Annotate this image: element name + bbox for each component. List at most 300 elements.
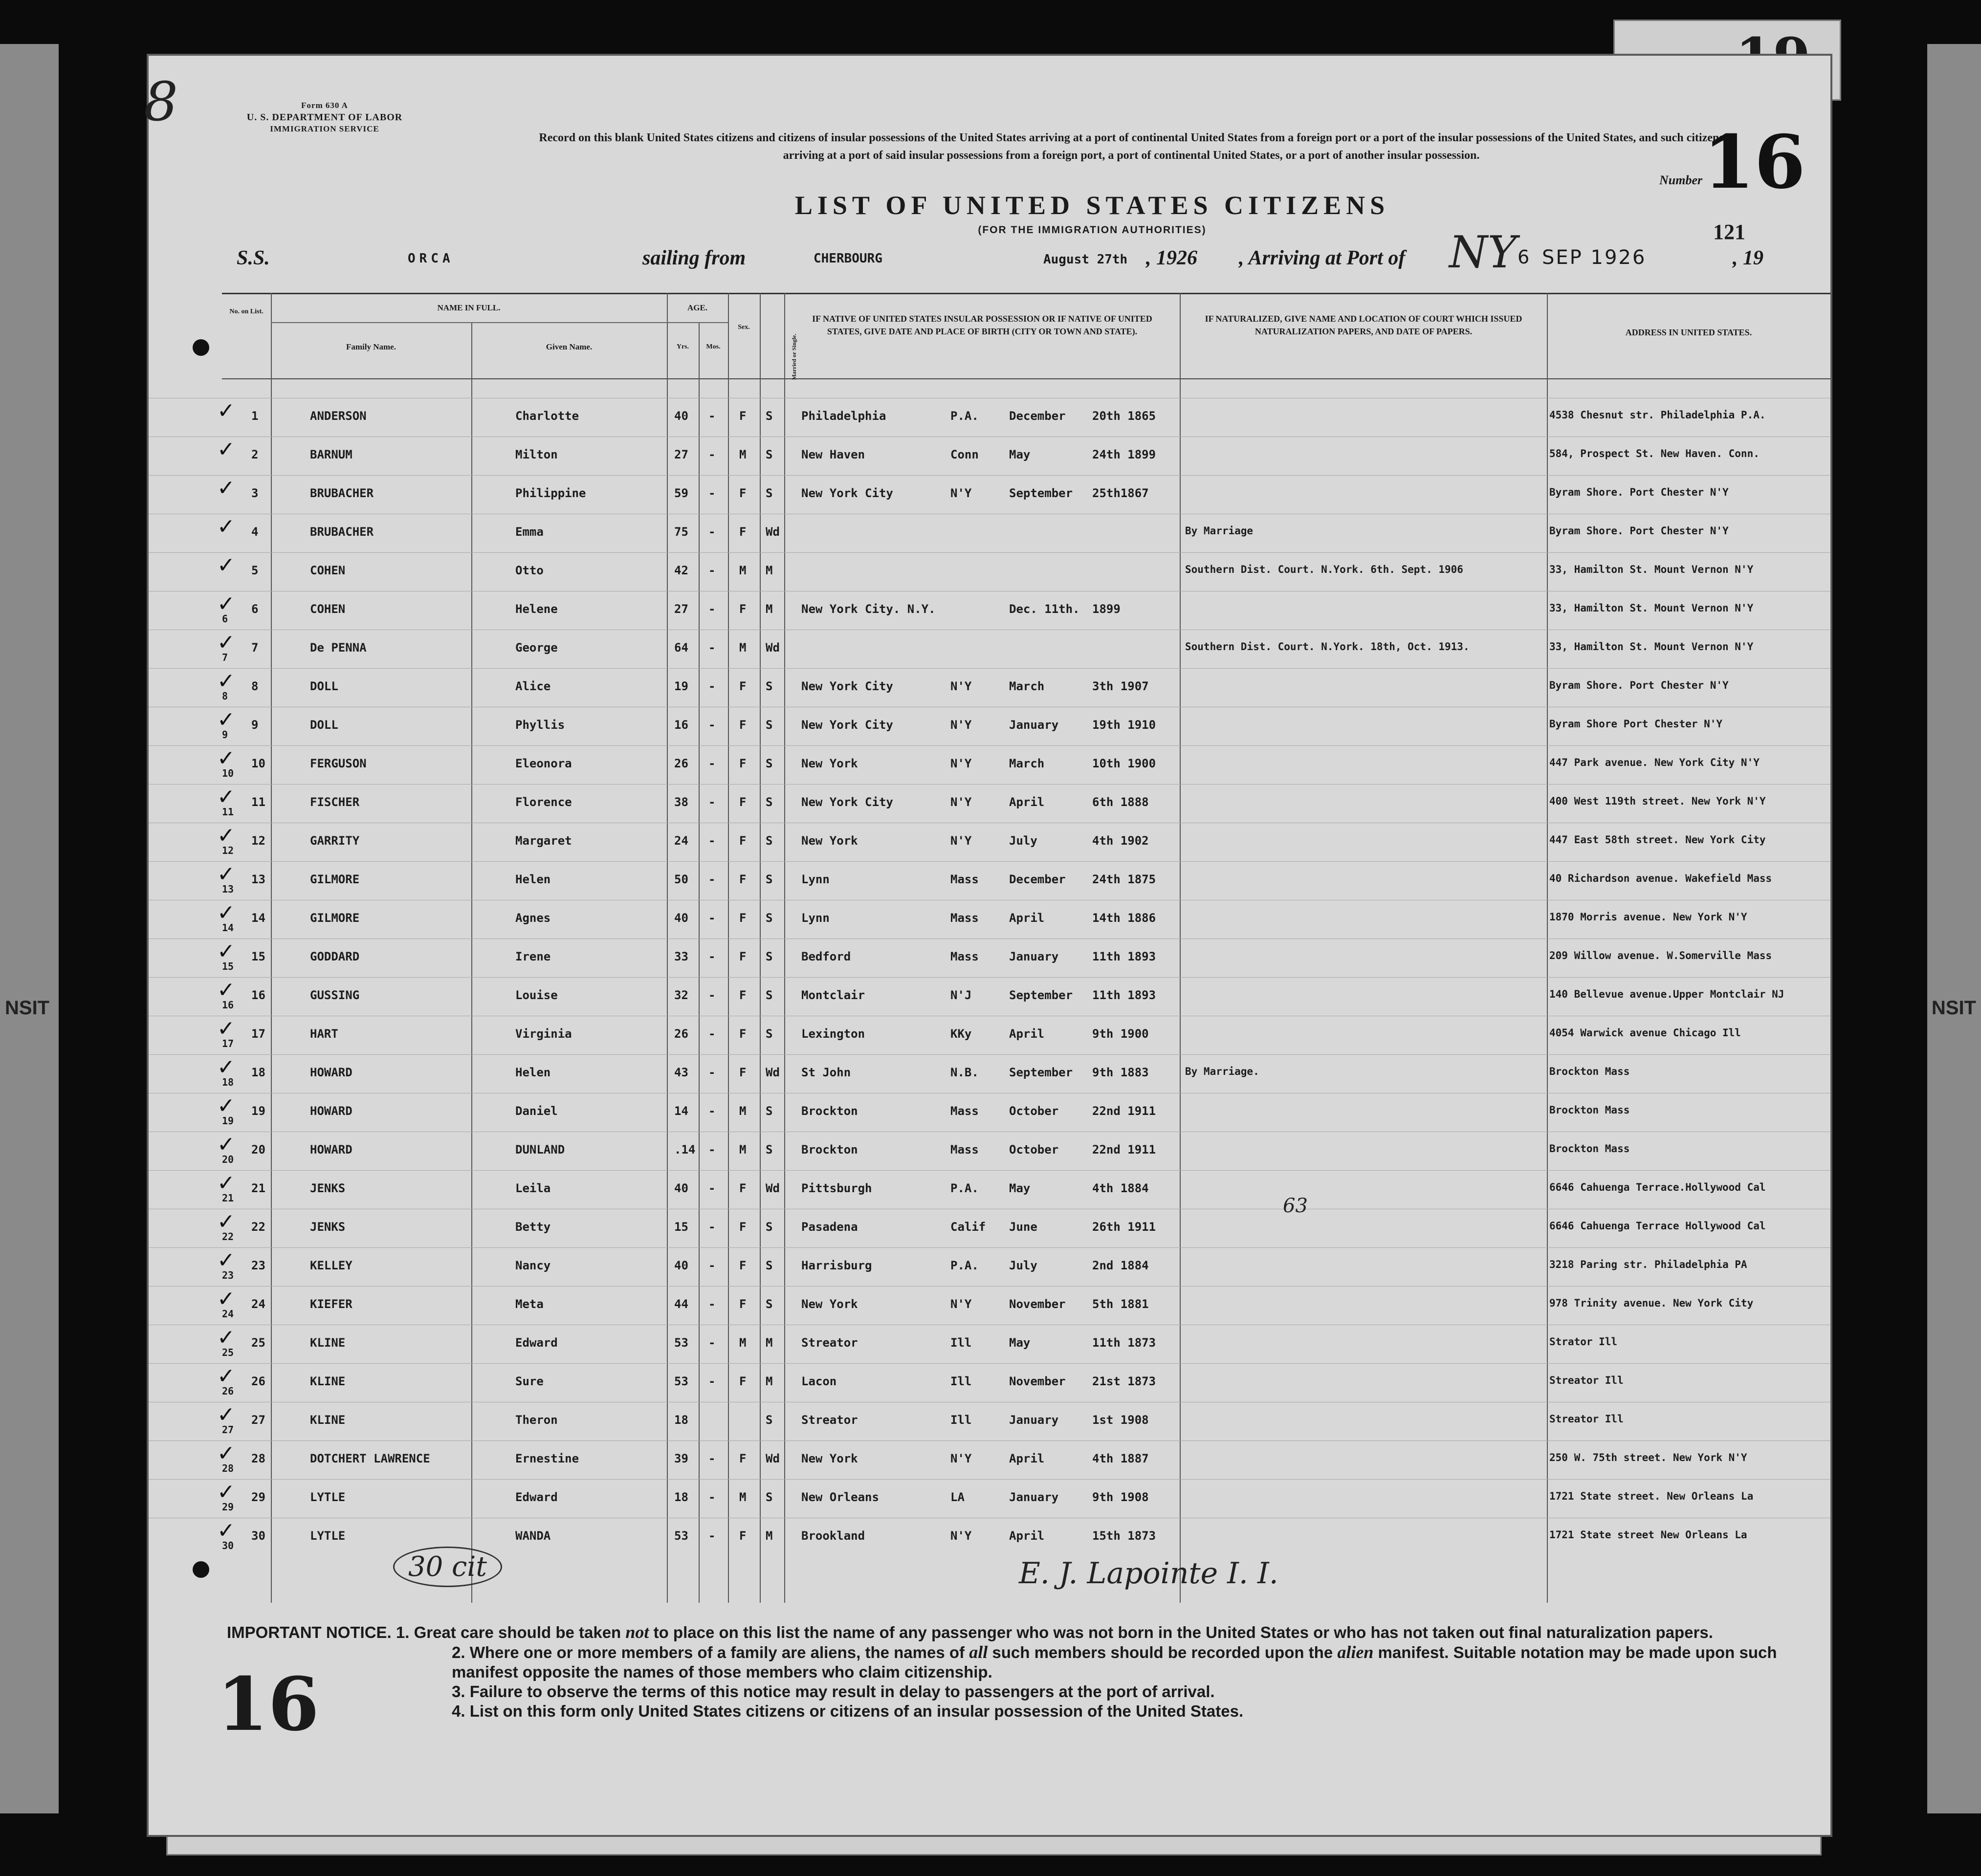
birth-month: July [1009,834,1037,848]
family-name: COHEN [310,602,346,616]
marital-status: Wd [766,1452,780,1465]
family-name: LYTLE [310,1490,346,1504]
checkmark-icon: ✓ [217,1016,235,1041]
address: 447 Park avenue. New York City N'Y [1549,757,1760,768]
port-to: NY [1449,227,1517,278]
col-married: Married or Single. [791,333,797,380]
col-given: Given Name. [546,342,593,351]
birth-month: October [1009,1104,1059,1118]
checkmark-icon: ✓ [217,630,235,655]
age-months: - [708,1297,716,1311]
address: 447 East 58th street. New York City [1549,834,1766,846]
birth-month: March [1009,757,1045,770]
address: 584, Prospect St. New Haven. Conn. [1549,448,1760,459]
birth-month: September [1009,1066,1073,1079]
given-name: Charlotte [515,409,579,423]
table-body [149,398,1830,1591]
sex: M [739,564,747,577]
address: Streator Ill [1549,1374,1624,1386]
family-name: LYTLE [310,1529,346,1543]
number-label: Number [1659,173,1703,187]
address: Brockton Mass [1549,1143,1630,1155]
age-months: - [708,757,716,770]
side-line-number: 16 [222,999,234,1011]
port-from: CHERBOURG [814,251,882,266]
table-row [149,514,1830,553]
birth-day-year: 24th 1899 [1092,448,1156,461]
age-years: 27 [674,448,688,461]
age-years: 32 [674,988,688,1002]
table-row [149,938,1830,978]
age-years: 42 [674,564,688,577]
marital-status: S [766,1490,773,1504]
side-line-number: 8 [222,690,228,702]
table-row [149,1440,1830,1480]
family-name: KLINE [310,1413,346,1427]
family-name: COHEN [310,564,346,577]
birth-place: Brockton [801,1104,858,1118]
row-number: 10 [251,757,265,770]
birth-state: P.A. [950,1181,979,1195]
col-birth: IF NATIVE OF UNITED STATES INSULAR POSSESSION OR IF NATIVE OF UNITED STATES, GIVE DATE AND PLACE OF BIRTH (CITY OR TOWN AND STATE). [812,314,1152,336]
row-number: 18 [251,1066,265,1079]
given-name: Phyllis [515,718,565,732]
given-name: Meta [515,1297,544,1311]
table-row [149,1402,1830,1441]
row-number: 3 [251,486,259,500]
corner-mark: 8 [144,70,178,133]
birth-place: Brookland [801,1529,865,1543]
age-months: - [708,1143,716,1156]
age-years: 40 [674,1181,688,1195]
side-line-number: 11 [222,806,234,818]
address: 400 West 119th street. New York N'Y [1549,795,1766,807]
age-months: - [708,1452,716,1465]
checkmark-icon: ✓ [217,862,235,887]
birth-day-year: 11th 1893 [1092,988,1156,1002]
address: Byram Shore. Port Chester N'Y [1549,525,1729,537]
given-name: Otto [515,564,544,577]
row-number: 15 [251,950,265,963]
age-years: 33 [674,950,688,963]
checkmark-icon: ✓ [217,1093,235,1118]
given-name: Betty [515,1220,551,1234]
birth-day-year: 9th 1908 [1092,1490,1149,1504]
birth-month: December [1009,409,1066,423]
age-years: 38 [674,795,688,809]
birth-month: September [1009,486,1073,500]
sex: M [739,1490,747,1504]
marital-status: M [766,564,773,577]
col-name: NAME IN FULL. [437,303,501,312]
side-line-number: 7 [222,652,228,663]
birth-place: Streator [801,1413,858,1427]
table-row [149,630,1830,669]
birth-day-year: 2nd 1884 [1092,1259,1149,1272]
birth-place: Streator [801,1336,858,1350]
age-years: 53 [674,1336,688,1350]
row-number: 24 [251,1297,265,1311]
table-row [149,1479,1830,1518]
birth-state: Mass [950,1143,979,1156]
family-name: De PENNA [310,641,367,654]
manifest-page [144,54,1832,1837]
birth-place: New York City. N.Y. [801,602,936,616]
year-suffix: , 19 [1733,247,1763,269]
sex: F [739,1181,747,1195]
row-number: 6 [251,602,259,616]
birth-month: January [1009,950,1059,963]
checkmark-icon: ✓ [217,437,235,462]
address: 4054 Warwick avenue Chicago Ill [1549,1027,1741,1039]
birth-day-year: 25th1867 [1092,486,1149,500]
address: 1721 State street New Orleans La [1549,1529,1747,1541]
age-months: - [708,1529,716,1543]
page-title: LIST OF UNITED STATES CITIZENS [794,191,1390,220]
birth-state: N'Y [950,1529,972,1543]
checkmark-icon: ✓ [217,476,235,501]
side-line-number: 25 [222,1347,234,1358]
address: Streator Ill [1549,1413,1624,1425]
row-number: 14 [251,911,265,925]
checkmark-icon: ✓ [217,707,235,732]
marital-status: S [766,448,773,461]
sex: F [739,873,747,886]
stamp-number: 121 [1713,220,1745,244]
family-name: BARNUM [310,448,352,461]
given-name: Sure [515,1374,544,1388]
checkmark-icon: ✓ [217,398,235,423]
given-name: Alice [515,679,551,693]
given-name: Milton [515,448,558,461]
col-sex: Sex. [738,324,750,331]
notice-item-4: 4. List on this form only United States citizens or citizens of an insular possession of the United States. [452,1702,1244,1720]
checkmark-icon: ✓ [217,785,235,809]
table-row [149,1209,1830,1248]
side-line-number: 23 [222,1269,234,1281]
given-name: DUNLAND [515,1143,565,1156]
marital-status: M [766,1336,773,1350]
birth-place: St John [801,1066,851,1079]
notice-heading: IMPORTANT NOTICE. [227,1623,392,1641]
table-row [149,1325,1830,1364]
given-name: George [515,641,558,654]
birth-state: P.A. [950,409,979,423]
sex: F [739,602,747,616]
checkmark-icon: ✓ [217,1402,235,1427]
family-name: BRUBACHER [310,486,374,500]
row-number: 20 [251,1143,265,1156]
checkmark-icon: ✓ [217,1480,235,1505]
age-years: 64 [674,641,688,654]
birth-place: Pittsburgh [801,1181,872,1195]
birth-state: Mass [950,1104,979,1118]
naturalization: By Marriage. [1185,1066,1259,1077]
address: Brockton Mass [1549,1104,1630,1116]
table-row [149,398,1830,437]
checkmark-icon: ✓ [217,1132,235,1157]
birth-place: New York City [801,679,893,693]
col-yrs: Yrs. [676,343,689,350]
marital-status: S [766,1413,773,1427]
age-years: 26 [674,1027,688,1041]
birth-month: March [1009,679,1045,693]
header-bottom-rule [222,378,1830,379]
birth-month: April [1009,911,1045,925]
form-block [232,100,418,135]
given-name: Louise [515,988,558,1002]
notice-item-1: 1. Great care should be taken not to place on this list the name of any passenger who was not born in the United States or who has not taken out final naturalization papers. [396,1622,1713,1642]
age-months: - [708,564,716,577]
birth-day-year: 1899 [1092,602,1121,616]
table-top-rule [222,293,1830,294]
row-number: 28 [251,1452,265,1465]
important-notice [227,1622,1796,1721]
birth-state: Calif [950,1220,986,1234]
checkmark-icon: ✓ [217,1171,235,1196]
birth-state: KKy [950,1027,972,1041]
marital-status: Wd [766,1066,780,1079]
family-name: HART [310,1027,338,1041]
row-number: 12 [251,834,265,848]
row-number: 4 [251,525,259,539]
table-row [149,436,1830,476]
age-years: 27 [674,602,688,616]
birth-state: N'Y [950,834,972,848]
birth-month: November [1009,1374,1066,1388]
birth-state: Conn [950,448,979,461]
given-name: Florence [515,795,572,809]
row-number: 2 [251,448,259,461]
checkmark-icon: ✓ [217,1441,235,1466]
age-months: - [708,1374,716,1388]
row-number: 30 [251,1529,265,1543]
marital-status: S [766,950,773,963]
birth-place: Lynn [801,911,830,925]
given-name: Helen [515,873,551,886]
checkmark-icon: ✓ [217,1055,235,1080]
sex: M [739,1143,747,1156]
marital-status: Wd [766,525,780,539]
col-mos: Mos. [706,343,721,350]
family-name: HOWARD [310,1143,352,1156]
age-months: - [708,448,716,461]
row-number: 22 [251,1220,265,1234]
checkmark-icon: ✓ [217,591,235,616]
given-name: Edward [515,1336,558,1350]
row-number: 25 [251,1336,265,1350]
family-name: JENKS [310,1181,346,1195]
address: 978 Trinity avenue. New York City [1549,1297,1754,1309]
age-years: 39 [674,1452,688,1465]
sex: F [739,911,747,925]
table-row [149,668,1830,707]
birth-month: June [1009,1220,1037,1234]
birth-place: New Orleans [801,1490,879,1504]
given-name: Leila [515,1181,551,1195]
row-number: 26 [251,1374,265,1388]
side-line-number: 24 [222,1308,234,1320]
address: 6646 Cahuenga Terrace.Hollywood Cal [1549,1181,1766,1193]
side-line-number: 12 [222,845,234,856]
address: 33, Hamilton St. Mount Vernon N'Y [1549,602,1754,614]
checkmark-icon: ✓ [217,939,235,964]
service: IMMIGRATION SERVICE [270,124,379,133]
age-years: 24 [674,834,688,848]
birth-place: New York City [801,718,893,732]
side-line-number: 26 [222,1385,234,1397]
age-years: 26 [674,757,688,770]
birth-place: Brockton [801,1143,858,1156]
sex: F [739,988,747,1002]
family-name: DOTCHERT LAWRENCE [310,1452,430,1465]
given-name: Ernestine [515,1452,579,1465]
birth-day-year: 14th 1886 [1092,911,1156,925]
sex: M [739,641,747,654]
age-years: 18 [674,1413,688,1427]
table-row [149,1016,1830,1055]
age-years: 50 [674,873,688,886]
given-name: Nancy [515,1259,551,1272]
given-name: Daniel [515,1104,558,1118]
marital-status: Wd [766,641,780,654]
age-months: - [708,834,716,848]
given-name: Virginia [515,1027,572,1041]
family-name: JENKS [310,1220,346,1234]
address: 140 Bellevue avenue.Upper Montclair NJ [1549,988,1784,1000]
sex: F [739,409,747,423]
sex: F [739,950,747,963]
age-years: 40 [674,409,688,423]
birth-day-year: 10th 1900 [1092,757,1156,770]
checkmark-icon: ✓ [217,1518,235,1543]
birth-month: September [1009,988,1073,1002]
table-row [149,784,1830,823]
birth-month: October [1009,1143,1059,1156]
birth-place: Bedford [801,950,851,963]
birth-day-year: 20th 1865 [1092,409,1156,423]
marital-status: S [766,486,773,500]
birth-state: P.A. [950,1259,979,1272]
table-row [149,1054,1830,1093]
checkmark-icon: ✓ [217,823,235,848]
row-number: 27 [251,1413,265,1427]
given-name: Eleonora [515,757,572,770]
age-months: - [708,1336,716,1350]
birth-state: Mass [950,950,979,963]
sex: F [739,834,747,848]
birth-state: N'Y [950,718,972,732]
birth-state: N'Y [950,757,972,770]
address: 6646 Cahuenga Terrace Hollywood Cal [1549,1220,1766,1232]
table-row [149,900,1830,939]
given-name: Philippine [515,486,586,500]
birth-state: N'Y [950,1452,972,1465]
family-name: KIEFER [310,1297,352,1311]
checkmark-icon: ✓ [217,1325,235,1350]
family-name: DOLL [310,718,338,732]
instructions: Record on this blank United States citizens and citizens of insular possessions of the United States arriving at a port of continental United States from a foreign port or a port of the insular possessions of the United States, and such citizens arriving at a port of said insular possessions from a foreign port, a port of continental United States, or a port of another insular possession. [539,131,1724,162]
age-months: - [708,1104,716,1118]
age-years: 53 [674,1529,688,1543]
arriving-label: , Arriving at Port of [1239,247,1406,269]
marital-status: S [766,1220,773,1234]
table-row [149,591,1830,630]
age-years: 44 [674,1297,688,1311]
row-number: 23 [251,1259,265,1272]
side-line-number: 18 [222,1076,234,1088]
given-name: WANDA [515,1529,551,1543]
side-line-number: 30 [222,1540,234,1551]
age-months: - [708,718,716,732]
table-row [149,1093,1830,1132]
marital-status: S [766,1143,773,1156]
birth-day-year: 19th 1910 [1092,718,1156,732]
sex: F [739,718,747,732]
sex: F [739,1529,747,1543]
family-name: HOWARD [310,1066,352,1079]
list-number: 16 [1703,119,1805,205]
marital-status: S [766,757,773,770]
birth-month: November [1009,1297,1066,1311]
marital-status: Wd [766,1181,780,1195]
right-adjacent-page [1927,44,1981,1813]
side-line-number: 22 [222,1231,234,1243]
birth-month: January [1009,1413,1059,1427]
birth-day-year: 11th 1873 [1092,1336,1156,1350]
birth-state: N.B. [950,1066,979,1079]
side-line-number: 21 [222,1192,234,1204]
address: 33, Hamilton St. Mount Vernon N'Y [1549,641,1754,653]
marital-status: S [766,795,773,809]
subheader-rule [271,322,728,323]
sex: F [739,679,747,693]
age-years: 75 [674,525,688,539]
row-number: 21 [251,1181,265,1195]
given-name: Emma [515,525,544,539]
birth-state: N'Y [950,795,972,809]
birth-month: January [1009,1490,1059,1504]
age-months: - [708,525,716,539]
side-line-number: 13 [222,883,234,895]
col-age: AGE. [687,303,708,312]
birth-month: May [1009,448,1031,461]
depart-date: August 27th [1043,252,1128,267]
side-line-number: 14 [222,922,234,934]
birth-state: Ill [950,1413,972,1427]
row-number: 7 [251,641,259,654]
family-name: GODDARD [310,950,360,963]
age-years: 40 [674,911,688,925]
birth-place: Harrisburg [801,1259,872,1272]
sailing-label: sailing from [642,247,746,269]
birth-day-year: 4th 1902 [1092,834,1149,848]
age-months: - [708,911,716,925]
sex: M [739,1104,747,1118]
table-row [149,552,1830,591]
marital-status: S [766,1259,773,1272]
family-name: GILMORE [310,911,360,925]
given-name: Margaret [515,834,572,848]
side-line-number: 28 [222,1462,234,1474]
form-number: Form 630 A [301,101,348,110]
given-name: Irene [515,950,551,963]
row-number: 5 [251,564,259,577]
given-name: Edward [515,1490,558,1504]
age-months: - [708,409,716,423]
birth-place: New Haven [801,448,865,461]
side-line-number: 17 [222,1038,234,1049]
